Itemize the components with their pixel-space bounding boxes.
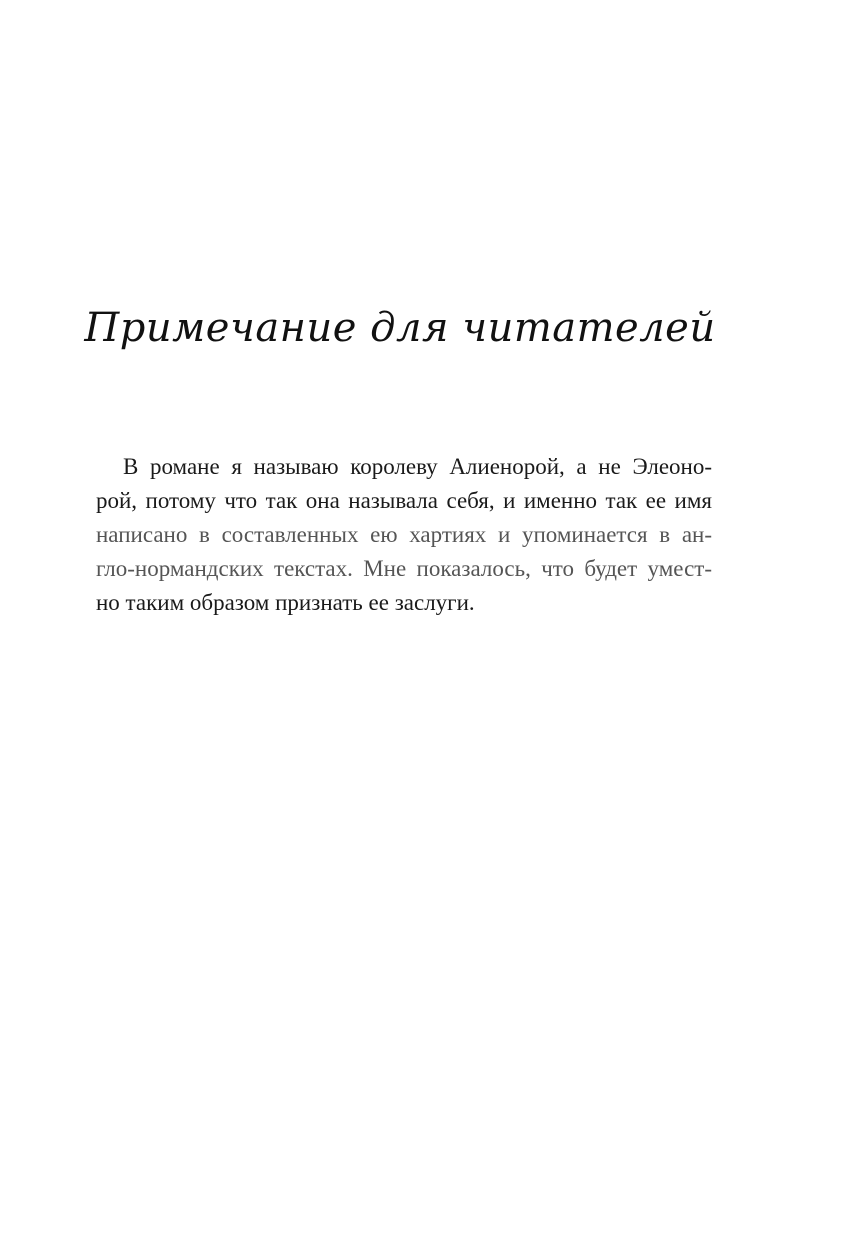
paragraph-line-4: гло-нормандских текстах. Мне показалось, что будет умест- [96, 556, 712, 581]
paragraph-line-5: но таким образом признать ее заслуги. [96, 590, 475, 615]
paragraph-line-2: рой, потому что так она называла себя, и именно так ее имя [96, 488, 712, 513]
note-paragraph [96, 450, 712, 620]
chapter-title: Примечание для читателей [84, 305, 716, 351]
paragraph-line-1: В романе я называю королеву Алиенорой, а не Элеоно- [123, 454, 712, 479]
paragraph-line-3: написано в составленных ею хартиях и упоминается в ан- [96, 522, 712, 547]
